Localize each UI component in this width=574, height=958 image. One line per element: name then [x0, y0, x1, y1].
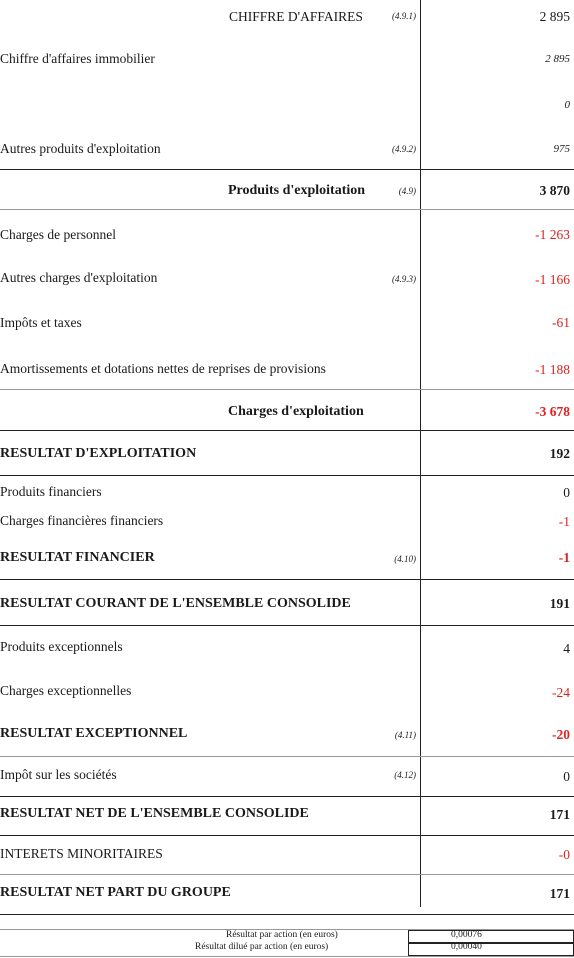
row-value: -61: [552, 315, 570, 330]
row-label: Impôts et taxes: [0, 315, 82, 330]
row-label: Autres charges d'exploitation: [0, 270, 158, 285]
row-label: RESULTAT D'EXPLOITATION: [0, 446, 197, 461]
rule: [0, 389, 574, 390]
row-label: Charges exceptionnelles: [0, 683, 132, 698]
row-value: -1 166: [535, 272, 570, 287]
row-value: 4: [563, 641, 570, 656]
rule: [0, 625, 574, 626]
diluted-eps-box: [408, 942, 574, 956]
note-ref: (4.9.3): [392, 274, 416, 284]
row-label: Produits financiers: [0, 484, 102, 499]
row-label: Charges d'exploitation: [228, 404, 364, 419]
rule: [0, 914, 574, 915]
note-ref: (4.9.2): [392, 144, 416, 154]
row-label: CHIFFRE D'AFFAIRES: [229, 9, 363, 24]
row-label: Charges de personnel: [0, 227, 116, 242]
eps-label: Résultat par action (en euros): [226, 930, 338, 940]
row-label: RESULTAT NET DE L'ENSEMBLE CONSOLIDE: [0, 806, 309, 821]
row-label: Produits d'exploitation: [228, 183, 366, 198]
row-value: 975: [553, 143, 570, 155]
rule: [0, 956, 574, 957]
row-value: 171: [549, 807, 570, 822]
note-ref: (4.9): [398, 186, 416, 196]
row-label: Chiffre d'affaires immobilier: [0, 51, 155, 66]
row-label: RESULTAT EXCEPTIONNEL: [0, 726, 188, 741]
rule: [0, 169, 574, 170]
row-value: 3 870: [539, 183, 570, 198]
column-divider: [420, 0, 421, 907]
note-ref: (4.9.1): [392, 11, 416, 21]
row-value: 0: [563, 769, 570, 784]
rule: [0, 209, 574, 210]
row-label: Impôt sur les sociétés: [0, 767, 117, 782]
note-ref: (4.10): [394, 554, 416, 564]
row-label: INTERETS MINORITAIRES: [0, 846, 163, 861]
row-value: -1 263: [535, 227, 570, 242]
row-value: 192: [549, 446, 570, 461]
row-value: 0: [563, 485, 570, 500]
row-value: -1: [558, 514, 570, 529]
row-label: Amortissements et dotations nettes de reprises de provisions: [0, 361, 326, 376]
rule: [0, 835, 574, 836]
row-label: Charges financières financiers: [0, 513, 164, 528]
rule: [0, 430, 574, 431]
rule: [0, 579, 574, 580]
row-label: RESULTAT FINANCIER: [0, 550, 155, 565]
note-ref: (4.11): [394, 730, 416, 740]
row-value: 2 895: [539, 9, 570, 24]
row-label: Produits exceptionnels: [0, 639, 123, 654]
row-value: 2 895: [545, 53, 570, 65]
diluted-eps-label: Résultat dilué par action (en euros): [195, 942, 329, 952]
row-value: -3 678: [535, 404, 570, 419]
note-ref: (4.12): [394, 770, 416, 780]
row-value: 171: [549, 886, 570, 901]
row-value: -1: [558, 550, 570, 565]
eps-value: 0,00076: [451, 930, 482, 940]
rule: [0, 874, 574, 875]
row-label: Autres produits d'exploitation: [0, 141, 161, 156]
row-value: 191: [549, 596, 570, 611]
row-value: -24: [552, 685, 570, 700]
row-value: 0: [564, 99, 570, 111]
rule: [0, 475, 574, 476]
row-value: -0: [558, 847, 570, 862]
diluted-eps-value: 0,00040: [451, 942, 482, 952]
row-label: RESULTAT COURANT DE L'ENSEMBLE CONSOLIDE: [0, 596, 351, 611]
row-value: -1 188: [535, 362, 570, 377]
row-value: -20: [552, 727, 570, 742]
rule: [0, 796, 574, 797]
rule: [0, 756, 574, 757]
row-label: RESULTAT NET PART DU GROUPE: [0, 885, 231, 900]
